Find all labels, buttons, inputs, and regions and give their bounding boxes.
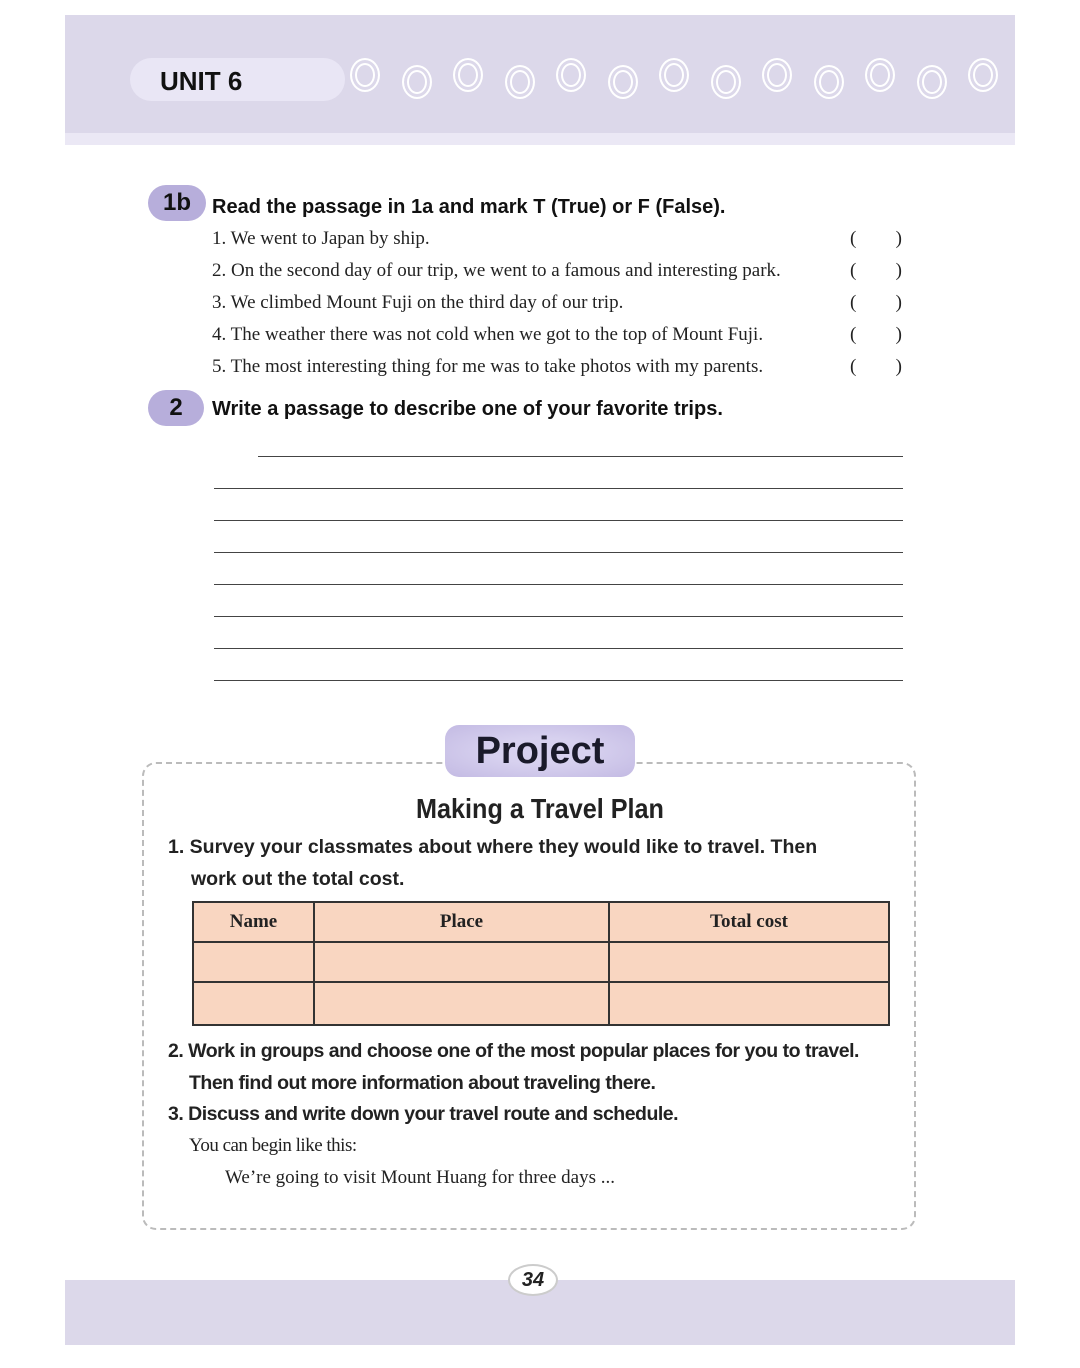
paren-close: ) [895, 356, 902, 377]
paren-open: ( [850, 260, 857, 281]
project-item-3: 3. Discuss and write down your travel route and schedule. [168, 1103, 679, 1125]
paren-close: ) [895, 260, 902, 281]
project-title: Making a Travel Plan [416, 793, 664, 824]
paren-open: ( [850, 324, 857, 345]
project-item-2: 2. Work in groups and choose one of the most popular places for you to travel. [168, 1040, 859, 1062]
writing-line[interactable] [214, 680, 903, 681]
true-false-item [212, 324, 902, 346]
ring-icon [402, 65, 432, 99]
item-text: 5. The most interesting thing for me was to take photos with my parents. [212, 356, 764, 377]
ring-icon [608, 65, 638, 99]
writing-line[interactable] [214, 520, 903, 521]
table-cell[interactable] [314, 982, 609, 1025]
item-text: 2. On the second day of our trip, we went to a famous and interesting park. [212, 260, 781, 281]
writing-line[interactable] [214, 552, 903, 553]
table-cell[interactable] [193, 982, 314, 1025]
unit-title: UNIT 6 [130, 58, 345, 101]
table-cell[interactable] [314, 942, 609, 982]
ring-icon [556, 58, 586, 92]
section-badge-2: 2 [148, 390, 204, 426]
project-item-1-cont: work out the total cost. [191, 868, 405, 890]
writing-line[interactable] [258, 456, 903, 457]
paren-open: ( [850, 356, 857, 377]
section-badge-1b: 1b [148, 185, 206, 221]
writing-line[interactable] [214, 648, 903, 649]
table-row [193, 982, 889, 1025]
answer-blank[interactable] [850, 292, 902, 314]
item-text: 3. We climbed Mount Fuji on the third day of our trip. [212, 292, 624, 313]
section-1b-instruction: Read the passage in 1a and mark T (True) or F (False). [212, 196, 726, 218]
table-cell[interactable] [609, 942, 889, 982]
true-false-item [212, 292, 902, 314]
page-number: 34 [508, 1264, 558, 1296]
writing-line[interactable] [214, 488, 903, 489]
survey-table [192, 901, 890, 1026]
ring-icon [814, 65, 844, 99]
ring-icon [968, 58, 998, 92]
section-2-instruction: Write a passage to describe one of your favorite trips. [212, 398, 723, 420]
paren-close: ) [895, 324, 902, 345]
project-item-1: 1. Survey your classmates about where they would like to travel. Then [168, 836, 818, 858]
paren-close: ) [895, 228, 902, 249]
ring-icon [711, 65, 741, 99]
answer-blank[interactable] [850, 324, 902, 346]
project-item-2-cont: Then find out more information about traveling there. [189, 1072, 656, 1094]
ring-icon [659, 58, 689, 92]
true-false-item [212, 260, 902, 282]
answer-blank[interactable] [850, 228, 902, 250]
answer-blank[interactable] [850, 356, 902, 378]
paren-open: ( [850, 292, 857, 313]
begin-prompt: You can begin like this: [189, 1135, 357, 1156]
table-header-place: Place [314, 902, 609, 942]
ring-icon [917, 65, 947, 99]
writing-line[interactable] [214, 584, 903, 585]
paren-open: ( [850, 228, 857, 249]
ring-icon [350, 58, 380, 92]
true-false-item [212, 356, 902, 378]
true-false-item [212, 228, 902, 250]
ring-icon [762, 58, 792, 92]
ring-icon [453, 58, 483, 92]
table-cell[interactable] [193, 942, 314, 982]
table-row [193, 942, 889, 982]
project-label: Project [445, 725, 635, 777]
writing-line[interactable] [214, 616, 903, 617]
paren-close: ) [895, 292, 902, 313]
ring-icon [865, 58, 895, 92]
ring-icon [505, 65, 535, 99]
answer-blank[interactable] [850, 260, 902, 282]
table-header-name: Name [193, 902, 314, 942]
item-text: 1. We went to Japan by ship. [212, 228, 430, 249]
table-cell[interactable] [609, 982, 889, 1025]
example-sentence: We’re going to visit Mount Huang for three days ... [225, 1167, 616, 1188]
item-text: 4. The weather there was not cold when we got to the top of Mount Fuji. [212, 324, 764, 345]
table-header-total-cost: Total cost [609, 902, 889, 942]
